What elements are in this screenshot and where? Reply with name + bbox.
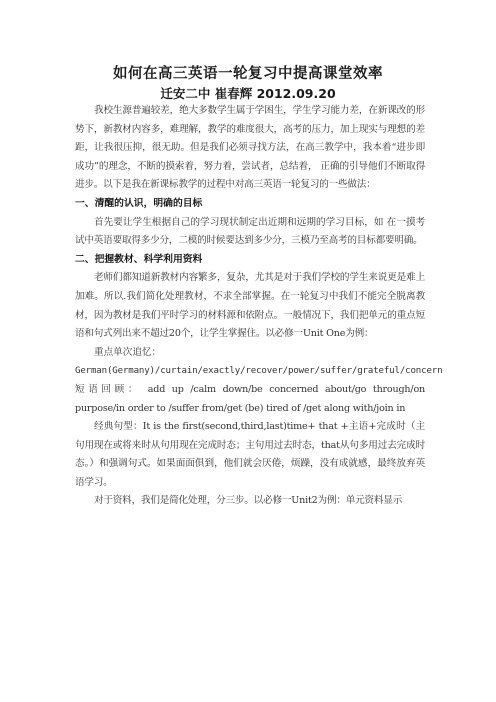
section-2-paragraph: 老师们都知道新教材内容繁多，复杂，尤其是对于我们学校的学生来说更是难上加难。所以.我们简化处理教材，不求全部掌握。在一轮复习中我们不能完全脱离教材，因为教材是我们平时学习的材料源和依附点。一般情况下，我们把单元的重点短语和句式列出来不超过20个，让学生掌握住。以必修一Unit One为例：	[75, 272, 425, 340]
recall-label: 重点单次追忆：	[94, 346, 162, 358]
author-byline: 迁安二中 崔春辉 2012.09.20	[160, 86, 336, 101]
materials-paragraph: 对于资料，我们是简化处理，分三步。以必修一Unit2为例：单元资料显示	[94, 495, 403, 507]
section-1-paragraph: 首先要让学生根据自己的学习现状制定出近期和远期的学习目标，如 在一摸考试中英语要取得多少分，二模的时候要达到多少分，三模乃至高考的目标都要明确。	[75, 216, 425, 247]
document-title: 如何在高三英语一轮复习中提高课堂效率	[113, 65, 383, 82]
sentence-pattern-paragraph: 经典句型：It is the first(second,third,last)time+ that +主语+完成时（主句用现在或将来时从句用现在完成时态；主句用过去时态，that从句多用过去完成时态。）和强调句式。如果面面俱到，他们就会厌倦，烦躁，没有成就感，最终放弃英语学习。	[75, 421, 425, 488]
section-heading-1: 一、清醒的认识，明确的目标	[75, 197, 203, 209]
word-list: German(Germany)/curtain/exactly/recover/power/suffer/grateful/concern	[75, 366, 443, 377]
section-heading-2: 二、把握教材、科学利用资料	[75, 253, 203, 265]
document-body	[75, 102, 443, 511]
phrase-recall: 短语回顾： add up /calm down/be concerned about/go through/on purpose/in order to /suffer from/get (be) tired of /get along with/join in	[75, 383, 425, 414]
intro-paragraph: 我校生源普遍较差，绝大多数学生属于学困生，学生学习能力差，在新课改的形势下，新教材内容多，难理解，教学的难度很大，高考的压力，加上现实与理想的差距，让我很压抑，很无助。但是我们必须寻找方法，在高三教学中，我本着“进步即成功”的理念，不断的摸索着，努力着，尝试者，总结着， 正确的引导他们不断取得进步。以下是我在新课标教学的过程中对高三英语一轮复习的一些做法：	[75, 105, 425, 191]
